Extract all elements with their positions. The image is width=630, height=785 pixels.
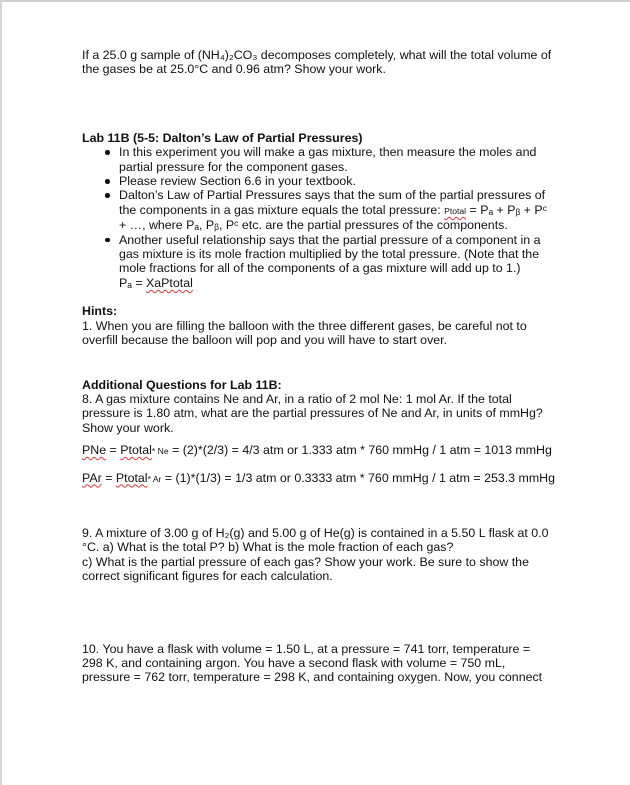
bullet-line: In this experiment you will make a gas mixture, then measure the moles and [119, 145, 537, 160]
hint-line: overfill because the balloon will pop and you will have to start over. [82, 333, 448, 348]
answer-ar-p-ar: PAr [82, 470, 102, 485]
question-line: pressure = 762 torr, temperature = 298 K, and containing oxygen. Now, you connect [82, 670, 543, 685]
answer-ne-p-ne: PNe [82, 443, 107, 458]
answer-ne-p-total: Ptotal [120, 443, 152, 458]
question-line: c) What is the partial pressure of each gas? Show your work. Be sure to show the [82, 554, 529, 569]
relation-rhs: XaPtotal [146, 275, 193, 290]
bullet-line-text: the components in a gas mixture equals the total pressure: [119, 202, 445, 217]
question-line: 8. A gas mixture contains Ne and Ar, in a ratio of 2 mol Ne: 1 mol Ar. If the total [82, 391, 512, 406]
question-8 [82, 392, 562, 435]
lab-bullet-list [82, 145, 562, 290]
page-border-left [0, 0, 2, 785]
bullet-line: partial pressure for the component gases. [119, 159, 348, 174]
question-line: pressure is 1.80 atm, what are the partial pressures of Ne and Ar, in units of mmHg? [82, 406, 543, 421]
hints-heading: Hints: [82, 304, 118, 319]
answer-ar-p-total: Ptotal [115, 470, 148, 485]
bullet-item [82, 188, 562, 232]
hint-line: 1. When you are filling the balloon with the three different gases, be careful not to [82, 318, 527, 333]
question-line: 9. A mixture of 3.00 g of H₂(g) and 5.00 g of He(g) is contained in a 5.50 L flask at 0.0 [82, 525, 549, 540]
bullet-line: Dalton’s Law of Partial Pressures says that the sum of the partial pressures of [119, 188, 546, 203]
document-page [82, 48, 562, 685]
question-line: If a 25.0 g sample of (NH₄)₂CO₃ decomposes completely, what will the total volume of [82, 48, 552, 62]
relation-lhs: Pₐ = [119, 275, 146, 290]
answer-ar-subscript: * Ar [147, 473, 162, 484]
answer-ne-eq: = [106, 443, 121, 458]
question-10 [82, 642, 562, 685]
bullet-line: Another useful relationship says that the partial pressure of a component in a [119, 232, 541, 247]
answer-ne-subscript: * Ne [151, 446, 169, 457]
question-line: °C. a) What is the total P? b) What is the mole fraction of each gas? [82, 540, 454, 555]
additional-questions-heading: Additional Questions for Lab 11B: [82, 377, 282, 392]
answer-ne-calc: = (2)*(2/3) = 4/3 atm or 1.333 atm * 760 mmHg / 1 atm = 1013 mmHg [168, 443, 552, 458]
total-pressure-symbol: Ptotal [444, 205, 467, 216]
question-line: 298 K, and containing argon. You have a second flask with volume = 750 mL, [82, 655, 506, 670]
question-line: Show your work. [82, 420, 174, 435]
question-line: 10. You have a flask with volume = 1.50 L, at a pressure = 741 torr, temperature = [82, 641, 531, 656]
answer-ne [82, 443, 562, 458]
answer-ar-eq: = [101, 470, 116, 485]
bullet-item [82, 145, 562, 174]
question-line: the gases be at 25.0°C and 0.96 atm? Show your work. [82, 62, 386, 77]
question-9 [82, 526, 562, 584]
bullet-line: mole fractions for all of the components of a gas mixture will add up to 1.) [119, 261, 521, 276]
mole-fraction-relation [119, 276, 562, 290]
bullet-item [82, 233, 562, 291]
bullet-line: gas mixture is its mole fraction multiplied by the total pressure. (Note that the [119, 247, 540, 262]
bullet-item [82, 174, 562, 188]
question-line: correct significant figures for each calculation. [82, 569, 333, 584]
lab-heading: Lab 11B (5-5: Dalton’s Law of Partial Pressures) [82, 130, 363, 145]
bullet-line: + …, where Pₐ, Pᵦ, Pᶜ etc. are the partial pressures of the components. [119, 218, 508, 233]
bullet-line [119, 203, 562, 218]
page-border-top [0, 0, 630, 2]
question-ammonium-carbonate [82, 48, 562, 77]
total-pressure-equation: = Pₐ + Pᵦ + Pᶜ [466, 202, 548, 217]
answer-ar-calc: = (1)*(1/3) = 1/3 atm or 0.3333 atm * 760 mmHg / 1 atm = 253.3 mmHg [161, 470, 556, 485]
bullet-line: Please review Section 6.6 in your textbook. [119, 174, 356, 189]
answer-ar [82, 471, 562, 486]
